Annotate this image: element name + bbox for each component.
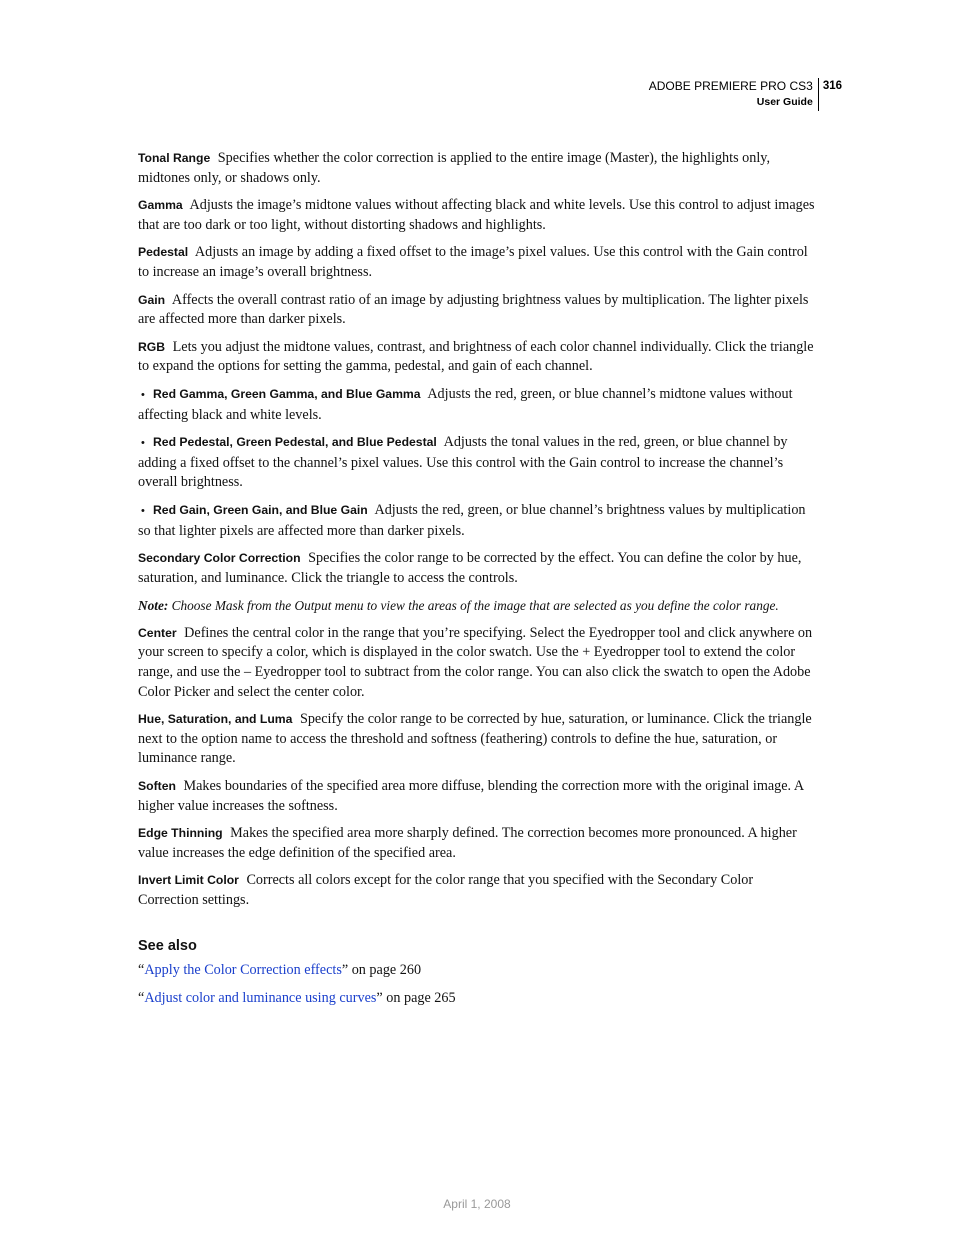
note-text: Choose Mask from the Output menu to view the areas of the image that are selected as you define the color range. <box>171 598 779 614</box>
see-also-item <box>138 989 816 1009</box>
guide-title: User Guide <box>756 96 813 108</box>
term: Pedestal <box>138 245 189 260</box>
definition: Adjusts the image’s midtone values without affecting black and white levels. Use this control to adjust images that are too dark or too light, without distorting shadows and highlights. <box>138 197 815 233</box>
definition-secondary-color-correction <box>138 549 816 588</box>
definition: Adjusts an image by adding a fixed offset to the image’s pixel values. Use this control with the Gain control to increase an image’s overall brightness. <box>138 244 808 280</box>
definition: Adjusts the red, green, or blue channel’s midtone values without affecting black and white levels. <box>138 385 793 423</box>
page-reference: ” on page 260 <box>341 962 422 979</box>
definition: Makes the specified area more sharply defined. The correction becomes more pronounced. A higher value increases the edge definition of the specified area. <box>138 825 797 861</box>
term: Hue, Saturation, and Luma <box>138 712 293 727</box>
page-header <box>649 78 842 111</box>
definition: Makes boundaries of the specified area more diffuse, blending the correction more with the original image. A higher value increases the softness. <box>138 778 804 814</box>
definition: Adjusts the red, green, or blue channel’s brightness values by multiplication so that lighter pixels are affected more than darker pixels. <box>138 501 806 539</box>
definition: Specifies whether the color correction is applied to the entire image (Master), the highlights only, midtones only, or shadows only. <box>138 150 771 186</box>
definition-edge-thinning <box>138 824 816 863</box>
term: Soften <box>138 779 176 794</box>
definition: Specify the color range to be corrected by hue, saturation, or luminance. Click the triangle next to the option name to access the threshold and softness (feathering) controls to define the hue, saturation, or luminance range. <box>138 711 812 767</box>
bullet-icon: • <box>141 437 145 450</box>
bullet-icon: • <box>141 504 145 517</box>
bullet-pedestal <box>138 433 816 493</box>
term: Center <box>138 625 177 640</box>
definition: Specifies the color range to be corrected by the effect. You can define the color by hue, saturation, and luminance. Click the triangle to access the controls. <box>138 550 802 586</box>
definition: Adjusts the tonal values in the red, green, or blue channel by adding a fixed offset to the channel’s pixel values. Use this control with the Gain control to increase the channel’s overall brightness. <box>138 434 788 491</box>
page-content <box>138 149 816 1016</box>
definition: Corrects all colors except for the color range that you specified with the Secondary Color Correction settings. <box>138 872 754 908</box>
product-title: ADOBE PREMIERE PRO CS3 <box>648 79 813 93</box>
link-apply-color-correction[interactable]: Apply the Color Correction effects <box>144 962 342 979</box>
bullet-icon: • <box>141 388 145 401</box>
term: RGB <box>138 339 166 354</box>
term: Invert Limit Color <box>138 873 239 888</box>
term: Red Gamma, Green Gamma, and Blue Gamma <box>153 386 421 401</box>
term: Secondary Color Correction <box>138 551 301 566</box>
see-also-heading: See also <box>138 937 197 954</box>
page-number: 316 <box>822 80 842 92</box>
see-also-item <box>138 961 816 981</box>
definition-hue-saturation-luma <box>138 710 816 769</box>
bullet-gain <box>138 501 816 541</box>
definition: Lets you adjust the midtone values, contrast, and brightness of each color channel individually. Click the triangle to expand the options for setting the gamma, pedestal, and gain of each channel. <box>138 338 814 375</box>
definition-soften <box>138 777 816 816</box>
note-label: Note: <box>138 598 169 614</box>
term: Red Pedestal, Green Pedestal, and Blue Pedestal <box>153 435 437 450</box>
definition-rgb <box>138 338 816 377</box>
definition-pedestal <box>138 243 816 282</box>
definition-gain <box>138 291 816 330</box>
definition-gamma <box>138 196 816 235</box>
definition-center <box>138 624 816 702</box>
term: Red Gain, Green Gain, and Blue Gain <box>153 502 368 517</box>
link-adjust-color-curves[interactable]: Adjust color and luminance using curves <box>144 989 377 1006</box>
header-titles <box>649 78 819 111</box>
term: Edge Thinning <box>138 826 223 841</box>
footer-date: April 1, 2008 <box>443 1197 511 1211</box>
note <box>138 596 816 616</box>
bullet-gamma <box>138 385 816 425</box>
definition-invert-limit-color <box>138 871 816 910</box>
definition: Affects the overall contrast ratio of an image by adjusting brightness values by multiplication. The lighter pixels are affected more than darker pixels. <box>138 291 809 328</box>
quote-open: “ <box>138 962 145 979</box>
term: Gamma <box>138 198 183 213</box>
definition-tonal-range <box>138 149 816 188</box>
quote-open: “ <box>138 989 145 1006</box>
definition: Defines the central color in the range that you’re specifying. Select the Eyedropper tool and click anywhere on your screen to specify a color, which is displayed in the color swatch. Use the + Eyedropper tool to extend the color range, and use the – Eyedropper tool to subtract from the color range. You can also click the swatch to open the Adobe Color Picker and select the center color. <box>138 624 813 700</box>
page-reference: ” on page 265 <box>376 989 456 1006</box>
term: Tonal Range <box>138 151 211 165</box>
term: Gain <box>138 292 166 307</box>
